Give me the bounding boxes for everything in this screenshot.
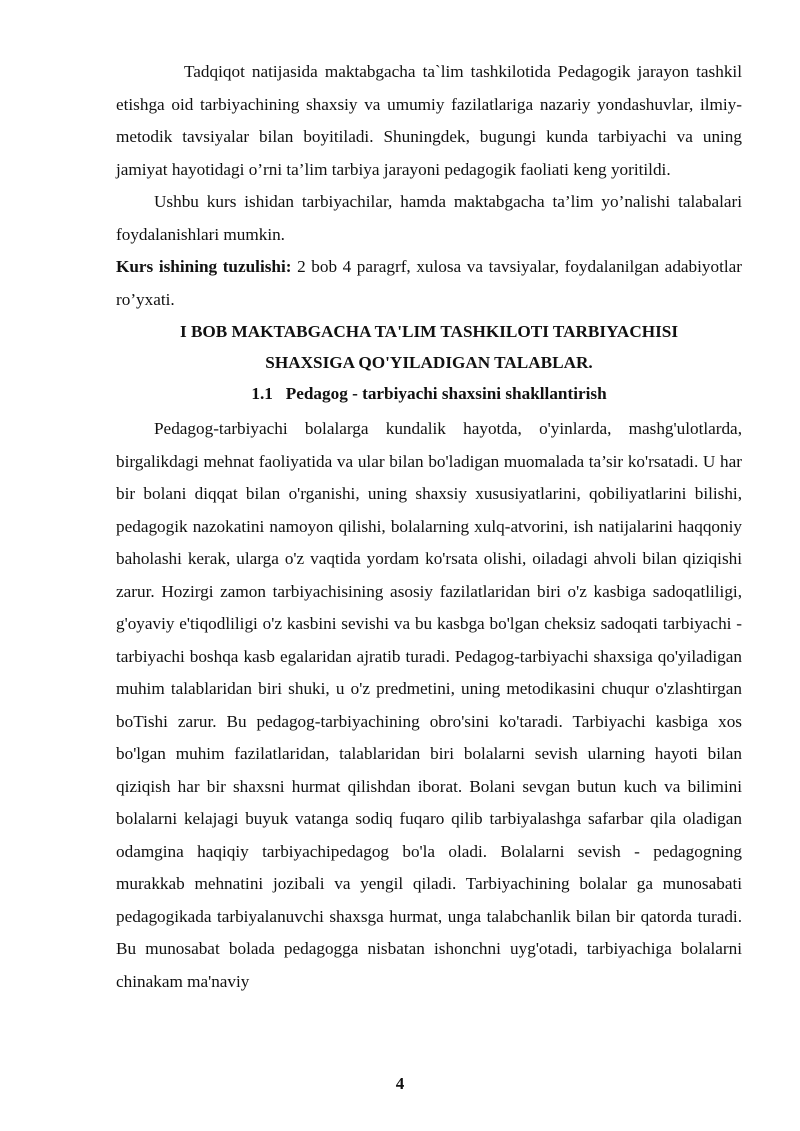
body-paragraph: Pedagog-tarbiyachi bolalarga kundalik hayotda, o'yinlarda, mashg'ulotlarda, birgalikdagi mehnat faoliyatida va ular bilan bo'ladigan muomalada ta’sir ko'rsatadi. U har bir bolani diqqat bilan o'rganishi, uning shaxsiy xususiyatlarini, qobiliyatlarini bilishi, pedagogik nazokatini namoyon qilishi, bolalarning xulq-atvorini, ish natijalarini haqqoniy baholashi kerak, ularga o'z vaqtida yordam ko'rsata olishi, oiladagi ahvoli bilan qiziqishi zarur. Hozirgi zamon tarbiyachisining asosiy fazilatlaridan biri o'z kasbiga sadoqatliligi, g'oyaviy e'tiqodliligi o'z kasbini sevishi va bu kasbga bo'lgan cheksiz sadoqati tarbiyachi - tarbiyachi boshqa kasb egalaridan ajratib turadi. Pedagog-tarbiyachi shaxsiga qo'yiladigan muhim talablaridan biri shuki, u o'z predmetini, uning metodikasini chuqur o'zlashtirgan boTishi zarur. Bu pedagog-tarbiyachining obro'sini ko'taradi. Tarbiyachi kasbiga xos bo'lgan muhim fazilatlaridan, talablaridan biri bolalarni sevish ularning hayoti bilan qiziqish har bir shaxsni hurmat qilishdan iborat. Bolani sevgan butun kuch va bilimini bolalarni kelajagi buyuk vatanga sodiq fuqaro qilib tarbiyalashga safarbar qila oladigan odamgina haqiqiy tarbiyachipedagog bo'la oladi. Bolalarni sevish - pedagogning murakkab mehnatini jozibali va yengil qiladi. Tarbiyachining bolalar ga munosabati pedagogikada tarbiyalanuvchi shaxsga hurmat, unga talabchanlik bilan bir qatorda turadi. Bu munosabat bolada pedagogga nisbatan ishonchni uyg'otadi, tarbiyachiga bolalarni chinakam ma'naviy <box>116 419 742 991</box>
structure-label: Kurs ishining tuzulishi: <box>116 257 292 276</box>
intro-paragraph: Tadqiqot natijasida maktabgacha ta`lim tashkilotida Pedagogik jarayon tashkil etishga oid tarbiyachining shaxsiy va umumiy fazilatlariga nazariy yondashuvlar, ilmiy-metodik tavsiyalar bilan boyitiladi. Shuningdek, bugungi kunda tarbiyachi va uning jamiyat hayotidagi o’rni ta’lim tarbiya jarayoni pedagogik faoliati keng yoritildi. <box>116 62 742 179</box>
usage-paragraph: Ushbu kurs ishidan tarbiyachilar, hamda maktabgacha ta’lim yo’nalishi talabalari foydalanishlari mumkin. <box>116 192 742 244</box>
structure-text: 2 bob 4 paragrf, xulosa va tavsiyalar, foydalanilgan adabiyotlar ro’yxati. <box>116 257 742 309</box>
page-content <box>116 56 742 998</box>
structure-paragraph <box>116 251 742 316</box>
section-heading <box>116 378 742 409</box>
page-number: 4 <box>395 1074 405 1093</box>
chapter-title-line-2: SHAXSIGA QO'YILADIGAN TALABLAR. <box>265 353 593 372</box>
section-title: Pedagog - tarbiyachi shaxsini shakllantirish <box>285 384 607 403</box>
chapter-title-line-1: I BOB MAKTABGACHA TA'LIM TASHKILOTI TARBIYACHISI <box>179 322 679 341</box>
section-number: 1.1 <box>251 384 273 403</box>
